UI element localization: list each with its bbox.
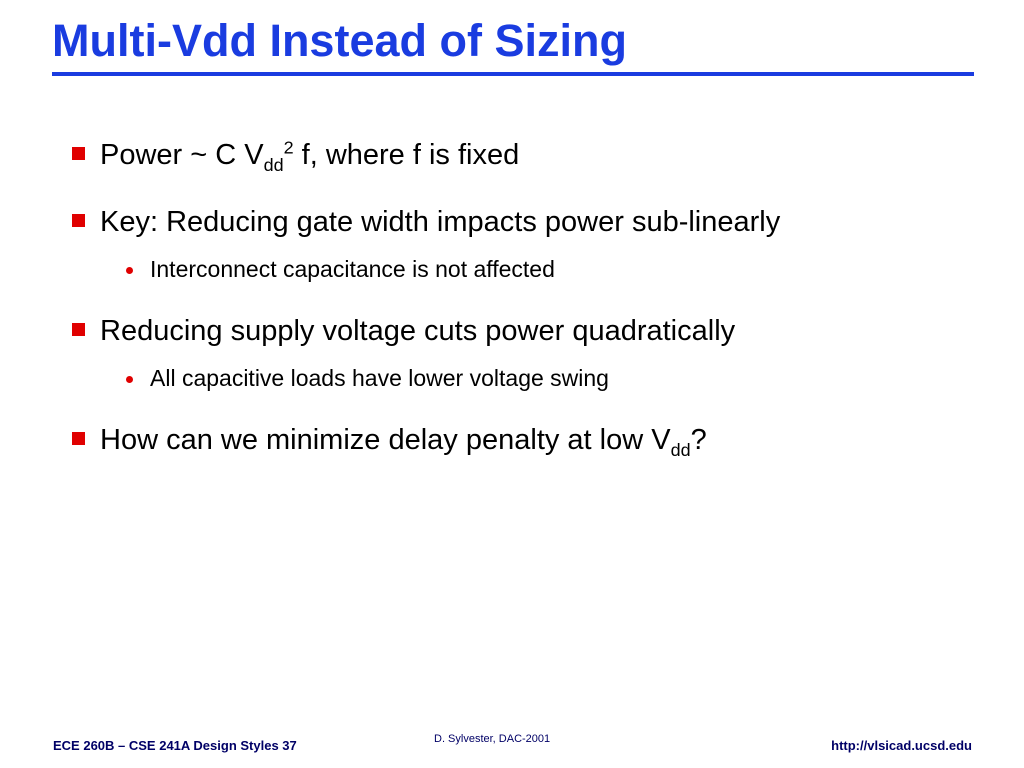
square-bullet-icon xyxy=(72,214,85,227)
sub-bullet-voltage-swing xyxy=(150,365,609,393)
bullet-text-post: f, where f is fixed xyxy=(293,139,520,171)
sub-bullet-text: Interconnect capacitance is not affected xyxy=(150,256,555,282)
bullet-text-post: ? xyxy=(690,424,707,456)
sub-bullet-text: All capacitive loads have lower voltage swing xyxy=(150,365,609,391)
bullet-text-pre: Power ~ C V xyxy=(100,139,264,171)
bullet-subscript: dd xyxy=(670,439,691,460)
footer-author: D. Sylvester, DAC-2001 xyxy=(434,733,551,745)
bullet-power-formula xyxy=(100,138,519,173)
square-bullet-icon xyxy=(72,323,85,336)
bullet-delay-penalty xyxy=(100,423,707,458)
round-bullet-icon xyxy=(126,376,133,383)
bullet-gate-width xyxy=(100,205,780,240)
round-bullet-icon xyxy=(126,267,133,274)
footer-url: http://vlsicad.ucsd.edu xyxy=(831,738,972,753)
bullet-subscript: dd xyxy=(263,154,284,175)
bullet-text-pre: How can we minimize delay penalty at low V xyxy=(100,424,671,456)
bullet-text: Key: Reducing gate width impacts power sub-linearly xyxy=(100,206,781,238)
square-bullet-icon xyxy=(72,147,85,160)
sub-bullet-interconnect xyxy=(150,256,555,284)
square-bullet-icon xyxy=(72,432,85,445)
bullet-text: Reducing supply voltage cuts power quadratically xyxy=(100,315,736,347)
footer-course-info: ECE 260B – CSE 241A Design Styles 37 xyxy=(53,738,297,753)
bullet-supply-voltage xyxy=(100,314,735,349)
slide-title: Multi-Vdd Instead of Sizing xyxy=(52,15,627,66)
bullet-superscript: 2 xyxy=(283,137,294,158)
